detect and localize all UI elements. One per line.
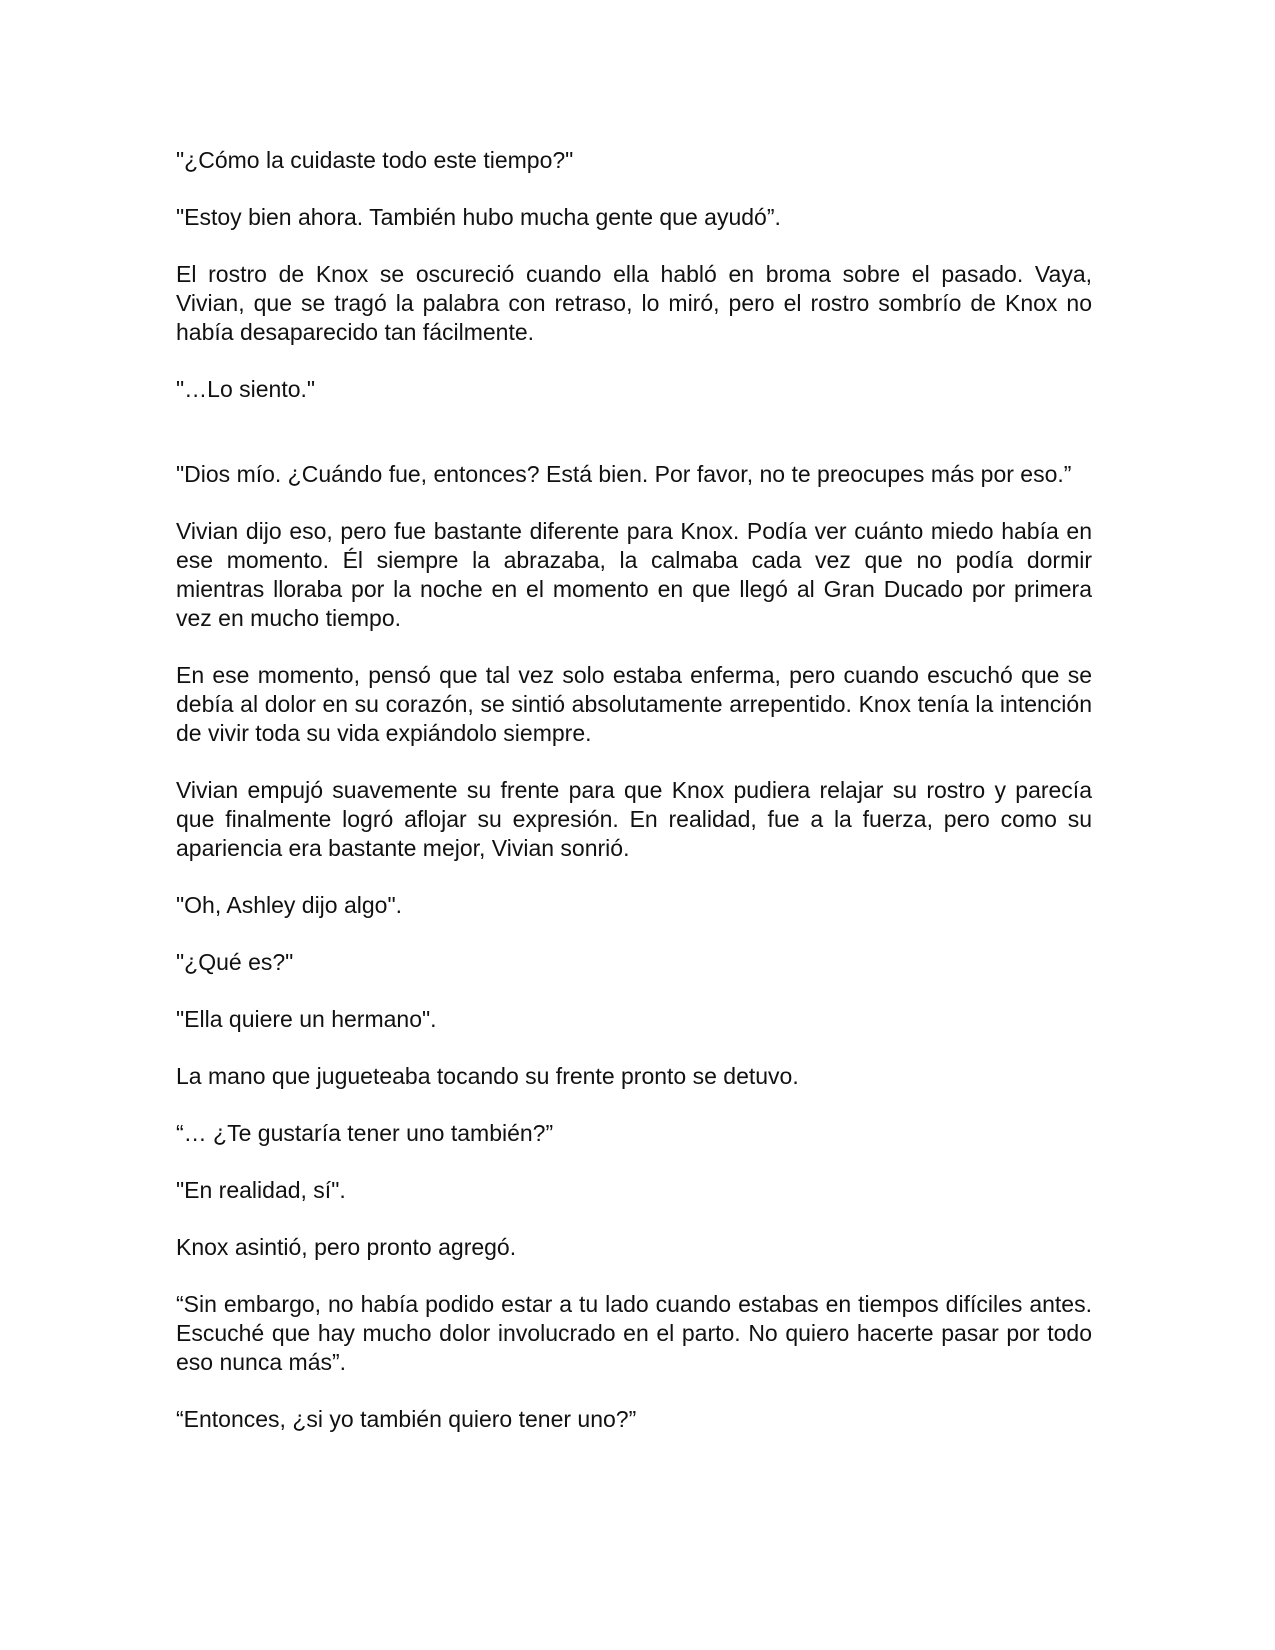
paragraph-12: La mano que jugueteaba tocando su frente pronto se detuvo. bbox=[176, 1063, 799, 1089]
paragraph-17: “Entonces, ¿si yo también quiero tener uno?” bbox=[176, 1406, 637, 1432]
paragraph-13: “… ¿Te gustaría tener uno también?” bbox=[176, 1120, 554, 1146]
paragraph-10: "¿Qué es?" bbox=[176, 949, 294, 975]
paragraph-4: "…Lo siento." bbox=[176, 376, 316, 402]
paragraph-9: "Oh, Ashley dijo algo". bbox=[176, 892, 403, 918]
paragraph-16: “Sin embargo, no había podido estar a tu lado cuando estabas en tiempos difíciles antes. Escuché que hay mucho dolor involucrado en el parto. No quiero hacerte pasar por todo eso nunca más”. bbox=[176, 1291, 1092, 1375]
paragraph-3: El rostro de Knox se oscureció cuando ella habló en broma sobre el pasado. Vaya, Vivian, que se tragó la palabra con retraso, lo miró, pero el rostro sombrío de Knox no había desaparecido tan fácilmente. bbox=[176, 261, 1092, 345]
paragraph-8: Vivian empujó suavemente su frente para que Knox pudiera relajar su rostro y parecía que finalmente logró aflojar su expresión. En realidad, fue a la fuerza, pero como su apariencia era bastante mejor, Vivian sonrió. bbox=[176, 777, 1092, 861]
paragraph-2: "Estoy bien ahora. También hubo mucha gente que ayudó”. bbox=[176, 204, 781, 230]
paragraph-14: "En realidad, sí". bbox=[176, 1177, 346, 1203]
document-body bbox=[176, 146, 1092, 1462]
paragraph-1: "¿Cómo la cuidaste todo este tiempo?" bbox=[176, 147, 574, 173]
paragraph-11: "Ella quiere un hermano". bbox=[176, 1006, 437, 1032]
paragraph-6: Vivian dijo eso, pero fue bastante diferente para Knox. Podía ver cuánto miedo había en ese momento. Él siempre la abrazaba, la calmaba cada vez que no podía dormir mientras lloraba por la noche en el momento en que llegó al Gran Ducado por primera vez en mucho tiempo. bbox=[176, 518, 1092, 631]
paragraph-15: Knox asintió, pero pronto agregó. bbox=[176, 1234, 517, 1260]
paragraph-7: En ese momento, pensó que tal vez solo estaba enferma, pero cuando escuchó que se debía al dolor en su corazón, se sintió absolutamente arrepentido. Knox tenía la intención de vivir toda su vida expiándolo siempre. bbox=[176, 662, 1092, 746]
paragraph-5: "Dios mío. ¿Cuándo fue, entonces? Está bien. Por favor, no te preocupes más por eso.” bbox=[176, 461, 1072, 487]
